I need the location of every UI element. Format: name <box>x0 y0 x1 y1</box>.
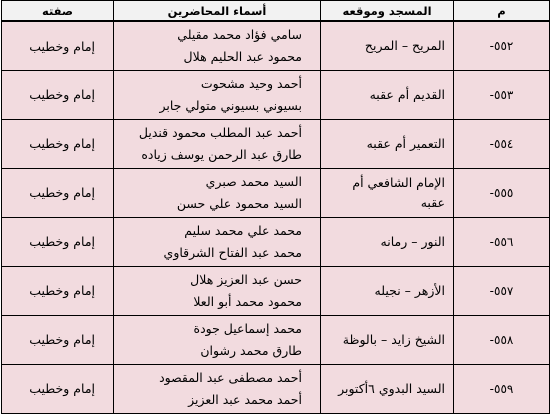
speaker-name: محمد عبد الفتاح الشرقاوي <box>163 244 302 260</box>
speaker-name: طارق محمد رشوان <box>200 342 302 358</box>
role-cell: إمام وخطيب <box>2 71 114 120</box>
table-row <box>2 315 550 364</box>
header-speakers: أسماء المحاضرين <box>114 1 321 22</box>
speaker-name: محمود عبد الحليم هلال <box>183 49 302 64</box>
row-number: ٥٥٦- <box>454 217 550 266</box>
role-cell: إمام وخطيب <box>2 315 114 364</box>
header-mosque: المسجد وموقعه <box>321 1 454 22</box>
header-row <box>2 1 550 22</box>
role-cell: إمام وخطيب <box>2 119 114 168</box>
role-cell: إمام وخطيب <box>2 217 114 266</box>
mosque-location: الأزهر – نجيله <box>321 266 454 315</box>
role-cell: إمام وخطيب <box>2 266 114 315</box>
row-number: ٥٥٩- <box>454 364 550 413</box>
row-number: ٥٥٧- <box>454 266 550 315</box>
mosque-location: المريح – المريح <box>321 21 454 71</box>
speakers-cell <box>114 217 321 266</box>
speaker-name: سامي فؤاد محمد مقيلي <box>177 27 302 42</box>
table-row <box>2 168 550 217</box>
mosque-location: الإمام الشافعي أم عقبه <box>321 168 454 217</box>
header-num: م <box>454 1 550 22</box>
mosque-location: الشيخ زايد – بالوظة <box>321 315 454 364</box>
speaker-name: أحمد وحيد مشحوت <box>200 75 302 91</box>
speaker-name: محمود محمد أبو العلا <box>193 293 302 309</box>
speaker-name: حسن عبد العزيز هلال <box>190 271 302 287</box>
speakers-cell <box>114 168 321 217</box>
preachers-table <box>1 0 550 414</box>
row-number: ٥٥٥- <box>454 168 550 217</box>
speaker-name: أحمد عبد المطلب محمود قنديل <box>138 124 302 140</box>
speakers-cell <box>114 315 321 364</box>
role-cell: إمام وخطيب <box>2 21 114 71</box>
speakers-cell <box>114 21 321 71</box>
mosque-location: التعمير أم عقبه <box>321 119 454 168</box>
speakers-cell <box>114 71 321 120</box>
speaker-name: بسيوني بسيوني متولي جابر <box>159 97 302 113</box>
table-row <box>2 266 550 315</box>
speaker-name: السيد محمود علي حسن <box>176 195 302 211</box>
speaker-name: أحمد محمد عبد العزيز <box>188 391 302 407</box>
header-role: صفته <box>2 1 114 22</box>
mosque-location: السيد البدوي ٦أكتوبر <box>321 364 454 413</box>
speaker-name: محمد علي محمد سليم <box>184 222 302 238</box>
row-number: ٥٥٣- <box>454 71 550 120</box>
speaker-name: السيد محمد صبري <box>205 173 302 189</box>
row-number: ٥٥٤- <box>454 119 550 168</box>
speakers-cell <box>114 364 321 413</box>
row-number: ٥٥٨- <box>454 315 550 364</box>
mosque-location: النور – رمانه <box>321 217 454 266</box>
speakers-cell <box>114 266 321 315</box>
speaker-name: أحمد مصطفى عبد المقصود <box>159 369 302 385</box>
mosque-location: القديم أم عقبه <box>321 71 454 120</box>
speakers-cell <box>114 119 321 168</box>
row-number: ٥٥٢- <box>454 21 550 71</box>
table-row <box>2 21 550 71</box>
table-row <box>2 364 550 413</box>
table-row <box>2 119 550 168</box>
speaker-name: محمد إسماعيل جودة <box>193 320 302 336</box>
role-cell: إمام وخطيب <box>2 168 114 217</box>
table-row <box>2 71 550 120</box>
role-cell: إمام وخطيب <box>2 364 114 413</box>
speaker-name: طارق عبد الرحمن يوسف زياده <box>141 146 302 162</box>
table-row <box>2 217 550 266</box>
